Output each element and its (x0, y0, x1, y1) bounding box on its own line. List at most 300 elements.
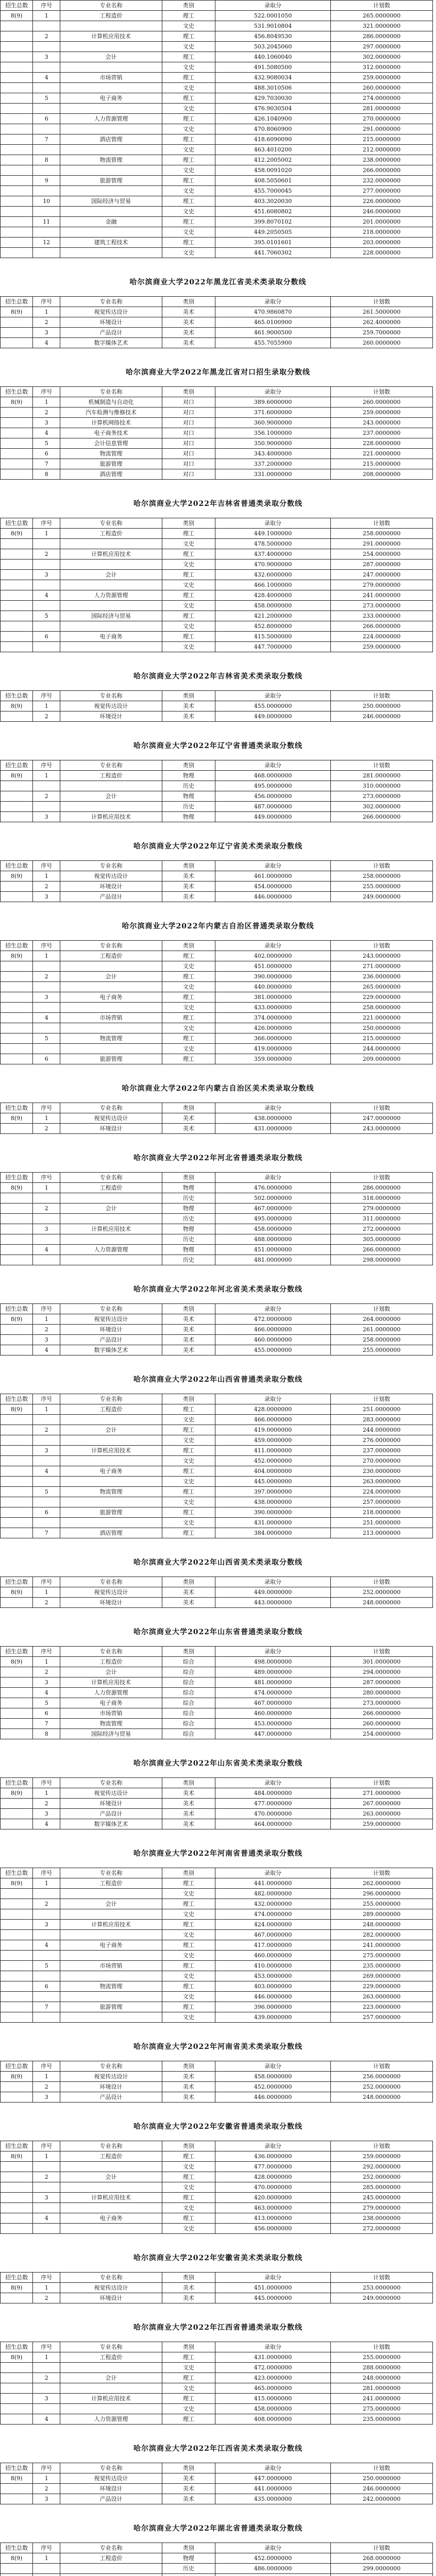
cell-name: 会计 (60, 1425, 162, 1435)
cell-cat: 理工 (162, 1425, 215, 1435)
cell-num: 461.0000000 (215, 871, 330, 882)
cell-name: 视觉传达设计 (60, 2283, 162, 2293)
table-row (1, 1435, 433, 1446)
cell-plan: 294.0000000 (331, 1667, 433, 1677)
cell-start (1, 2363, 33, 2373)
cell-start (1, 428, 33, 438)
cell-num: 447.0000000 (215, 2473, 330, 2484)
table-row (1, 1667, 433, 1677)
cell-num: 454.0000000 (215, 882, 330, 892)
cell-cat: 物理 (162, 1204, 215, 1214)
cell-name: 旅游管理 (60, 1054, 162, 1064)
cell-idx (33, 781, 60, 791)
cell-name: 物流管理 (60, 449, 162, 459)
cell-plan: 255.0000000 (331, 1899, 433, 1909)
cell-start (1, 1677, 33, 1688)
cell-start (1, 1204, 33, 1214)
cell-start (1, 642, 33, 652)
cell-idx: 8 (33, 469, 60, 480)
table-row (1, 1415, 433, 1425)
cell-cat: 历史 (162, 781, 215, 791)
cell-idx: 4 (33, 1013, 60, 1023)
score-table (0, 1172, 433, 1265)
cell-idx (33, 539, 60, 549)
cell-start (1, 1435, 33, 1446)
cell-plan: 259.0000000 (331, 73, 433, 83)
cell-plan: 213.0000000 (331, 1528, 433, 1538)
cell-num: 451.0000000 (215, 2283, 330, 2293)
cell-start: 8(9) (1, 951, 33, 961)
score-table (0, 296, 433, 348)
cell-name: 物流管理 (60, 1719, 162, 1729)
cell-idx: 2 (33, 31, 60, 42)
cell-cat: 文史 (162, 1930, 215, 1940)
cell-cat: 理工 (162, 93, 215, 104)
cell-name: 会计 (60, 972, 162, 982)
cell-num: 456.8049530 (215, 31, 330, 42)
cell-start (1, 1466, 33, 1477)
cell-idx: 3 (33, 1335, 60, 1345)
cell-start (1, 2404, 33, 2414)
cell-plan: 261.5000000 (331, 307, 433, 317)
cell-name: 工程造价 (60, 771, 162, 781)
cell-num: 449.0000000 (215, 1587, 330, 1598)
cell-num: 488.0000000 (215, 1234, 330, 1245)
cell-plan: 267.0000000 (331, 1799, 433, 1809)
header-plan: 计划数 (331, 387, 433, 397)
cell-name (60, 560, 162, 570)
cell-num: 495.0000000 (215, 781, 330, 791)
cell-name: 会计信息管理 (60, 438, 162, 449)
cell-name: 计算机应用技术 (60, 1224, 162, 1234)
table-row (1, 892, 433, 902)
table-row (1, 217, 433, 227)
table-row (1, 539, 433, 549)
cell-plan: 298.0000000 (331, 1255, 433, 1265)
cell-idx: 2 (33, 882, 60, 892)
cell-plan: 302.0000000 (331, 802, 433, 812)
cell-idx: 3 (33, 2494, 60, 2504)
cell-cat: 文史 (162, 145, 215, 155)
cell-start (1, 248, 33, 258)
header-num: 录取分 (215, 941, 330, 951)
header-cat: 类别 (162, 1577, 215, 1587)
cell-idx (33, 2182, 60, 2193)
header-name: 专业名称 (60, 1103, 162, 1113)
cell-start (1, 317, 33, 328)
cell-cat: 理工 (162, 1507, 215, 1518)
cell-cat: 理工 (162, 1054, 215, 1064)
cell-start (1, 611, 33, 621)
header-idx: 序号 (33, 1394, 60, 1404)
cell-num: 455.7000045 (215, 186, 330, 196)
score-table (0, 860, 433, 902)
cell-idx (33, 2162, 60, 2172)
cell-name (60, 1435, 162, 1446)
cell-idx: 1 (33, 529, 60, 539)
cell-plan: 257.0000000 (331, 2012, 433, 2023)
cell-start (1, 338, 33, 348)
section-title: 哈尔滨商业大学2022年安徽省美术类录取分数线 (133, 2254, 303, 2262)
cell-cat: 理工 (162, 2213, 215, 2224)
header-start: 招生总数 (1, 2141, 33, 2151)
cell-plan: 235.0000000 (331, 2414, 433, 2425)
header-num: 录取分 (215, 691, 330, 701)
cell-name: 国际经济与贸易 (60, 611, 162, 621)
cell-plan: 281.0000000 (331, 104, 433, 114)
table-row (1, 771, 433, 781)
cell-num: 503.2045060 (215, 42, 330, 52)
cell-start (1, 2082, 33, 2092)
table-row (1, 2082, 433, 2092)
cell-cat: 理工 (162, 31, 215, 42)
cell-name: 市场营销 (60, 1708, 162, 1719)
cell-idx (33, 83, 60, 93)
cell-num: 389.6000000 (215, 397, 330, 408)
cell-cat: 文史 (162, 2224, 215, 2234)
cell-num: 415.0000000 (215, 2394, 330, 2404)
cell-start (1, 52, 33, 62)
table-row (1, 207, 433, 217)
cell-cat: 对口 (162, 428, 215, 438)
cell-plan: 243.0000000 (331, 1124, 433, 1134)
cell-cat: 文史 (162, 1497, 215, 1507)
cell-num: 502.0000000 (215, 1193, 330, 1204)
cell-start (1, 1688, 33, 1698)
cell-start (1, 1446, 33, 1456)
section-title: 哈尔滨商业大学2022年山东省普通类录取分数线 (133, 1628, 303, 1636)
cell-num: 445.0000000 (215, 2293, 330, 2303)
cell-name (60, 1497, 162, 1507)
table-row (1, 428, 433, 438)
header-plan: 计划数 (331, 861, 433, 871)
cell-idx: 3 (33, 992, 60, 1003)
table-row (1, 791, 433, 802)
header-plan: 计划数 (331, 1778, 433, 1788)
cell-num: 466.0000000 (215, 1325, 330, 1335)
score-section (0, 2103, 436, 2234)
cell-name (60, 961, 162, 972)
cell-idx: 3 (33, 892, 60, 902)
cell-start (1, 1415, 33, 1425)
cell-num: 460.0000000 (215, 1951, 330, 1961)
cell-plan: 226.0000000 (331, 196, 433, 207)
cell-cat: 理工 (162, 972, 215, 982)
table-header-row (1, 760, 433, 771)
cell-name (60, 580, 162, 590)
cell-plan: 228.0000000 (331, 248, 433, 258)
cell-plan: 248.0000000 (331, 1920, 433, 1930)
cell-plan: 279.0000000 (331, 1204, 433, 1214)
header-name: 专业名称 (60, 387, 162, 397)
cell-start (1, 93, 33, 104)
table-row (1, 1224, 433, 1234)
cell-start (1, 2162, 33, 2172)
cell-cat: 对口 (162, 408, 215, 418)
header-start: 招生总数 (1, 1577, 33, 1587)
cell-name (60, 802, 162, 812)
header-name: 专业名称 (60, 2463, 162, 2473)
cell-start (1, 549, 33, 560)
header-name: 专业名称 (60, 2273, 162, 2283)
cell-name (60, 1992, 162, 2002)
cell-num: 428.0000000 (215, 2172, 330, 2182)
cell-name: 环境设计 (60, 2082, 162, 2092)
header-cat: 类别 (162, 760, 215, 771)
cell-idx: 8 (33, 155, 60, 165)
header-plan: 计划数 (331, 1, 433, 11)
cell-idx (33, 165, 60, 176)
score-section (0, 348, 436, 480)
header-idx: 序号 (33, 518, 60, 529)
score-table (0, 2272, 433, 2303)
cell-idx: 6 (33, 1054, 60, 1064)
cell-cat: 美术 (162, 1587, 215, 1598)
cell-plan: 273.0000000 (331, 601, 433, 611)
cell-num: 459.0000000 (215, 1435, 330, 1446)
section-title: 哈尔滨商业大学2022年河北省美术类录取分数线 (133, 1285, 303, 1294)
cell-idx: 2 (33, 711, 60, 722)
cell-name: 会计 (60, 1899, 162, 1909)
cell-plan: 241.0000000 (331, 2394, 433, 2404)
cell-cat: 综合 (162, 1667, 215, 1677)
cell-start (1, 238, 33, 248)
cell-cat: 美术 (162, 1788, 215, 1799)
header-name: 专业名称 (60, 1173, 162, 1183)
cell-num: 440.1060040 (215, 52, 330, 62)
cell-start: 8(9) (1, 1183, 33, 1193)
cell-name: 计算机应用技术 (60, 2394, 162, 2404)
header-plan: 计划数 (331, 1394, 433, 1404)
cell-num: 451.6080802 (215, 207, 330, 217)
table-row (1, 632, 433, 642)
cell-plan: 232.0000000 (331, 176, 433, 186)
section-title: 哈尔滨商业大学2022年江西省普通类录取分数线 (133, 2324, 303, 2332)
cell-num: 441.0000000 (215, 1878, 330, 1889)
table-header-row (1, 1103, 433, 1113)
cell-plan: 250.0000000 (331, 1023, 433, 1033)
table-row (1, 2494, 433, 2504)
cell-name: 视觉传达设计 (60, 1314, 162, 1325)
cell-cat: 美术 (162, 317, 215, 328)
cell-start (1, 2092, 33, 2103)
cell-name: 工程造价 (60, 1878, 162, 1889)
cell-idx: 3 (33, 328, 60, 338)
table-row (1, 1799, 433, 1809)
header-start: 招生总数 (1, 1868, 33, 1878)
cell-plan: 277.0000000 (331, 186, 433, 196)
cell-name: 电子商务技术 (60, 428, 162, 438)
cell-start (1, 711, 33, 722)
table-header-row (1, 2273, 433, 2283)
cell-num: 438.0000000 (215, 1497, 330, 1507)
cell-start (1, 1044, 33, 1054)
header-start: 招生总数 (1, 2061, 33, 2072)
cell-idx (33, 248, 60, 258)
table-row (1, 1788, 433, 1799)
cell-cat: 文史 (162, 1971, 215, 1981)
cell-start (1, 972, 33, 982)
cell-cat: 理工 (162, 1404, 215, 1415)
header-start: 招生总数 (1, 1173, 33, 1183)
header-idx: 序号 (33, 297, 60, 307)
cell-cat: 美术 (162, 701, 215, 711)
header-start: 招生总数 (1, 941, 33, 951)
cell-plan: 279.0000000 (331, 580, 433, 590)
cell-name (60, 2012, 162, 2023)
cell-name: 视觉传达设计 (60, 2473, 162, 2484)
cell-num: 420.0000000 (215, 2193, 330, 2203)
cell-name: 工程造价 (60, 1657, 162, 1667)
cell-idx (33, 961, 60, 972)
cell-name (60, 2564, 162, 2574)
cell-cat: 物理 (162, 1245, 215, 1255)
table-row (1, 1729, 433, 1739)
table-row (1, 1003, 433, 1013)
cell-start (1, 1899, 33, 1909)
cell-idx: 6 (33, 449, 60, 459)
table-row (1, 73, 433, 83)
score-table (0, 386, 433, 480)
table-row (1, 1889, 433, 1899)
cell-idx (33, 1518, 60, 1528)
cell-plan: 296.0000000 (331, 1889, 433, 1899)
cell-idx: 3 (33, 2394, 60, 2404)
cell-name: 环境设计 (60, 1799, 162, 1809)
cell-start (1, 992, 33, 1003)
table-header-row (1, 1778, 433, 1788)
table-row (1, 580, 433, 590)
cell-name (60, 2162, 162, 2172)
cell-idx: 6 (33, 1708, 60, 1719)
cell-cat: 文史 (162, 2012, 215, 2023)
cell-num: 472.0000000 (215, 2363, 330, 2373)
header-start: 招生总数 (1, 1778, 33, 1788)
cell-idx (33, 1044, 60, 1054)
header-cat: 类别 (162, 2061, 215, 2072)
cell-start: 8(9) (1, 1113, 33, 1124)
cell-idx: 1 (33, 397, 60, 408)
cell-plan: 229.0000000 (331, 992, 433, 1003)
score-table (0, 760, 433, 822)
table-row (1, 1404, 433, 1415)
score-section (0, 722, 436, 822)
cell-idx: 5 (33, 1961, 60, 1971)
cell-plan: 286.0000000 (331, 1183, 433, 1193)
cell-plan: 275.0000000 (331, 1951, 433, 1961)
cell-start (1, 2224, 33, 2234)
cell-num: 421.2000000 (215, 611, 330, 621)
table-row (1, 1719, 433, 1729)
cell-plan: 260.0000000 (331, 397, 433, 408)
cell-num: 452.0000000 (215, 2553, 330, 2564)
table-header-row (1, 691, 433, 701)
cell-num: 452.0000000 (215, 2082, 330, 2092)
cell-start (1, 155, 33, 165)
cell-name: 数字媒体艺术 (60, 1819, 162, 1829)
section-title: 哈尔滨商业大学2022年山西省普通类录取分数线 (133, 1376, 303, 1384)
cell-name: 环境设计 (60, 882, 162, 892)
header-plan: 计划数 (331, 1647, 433, 1657)
section-title: 哈尔滨商业大学2022年山东省美术类录取分数线 (133, 1759, 303, 1768)
header-start: 招生总数 (1, 2463, 33, 2473)
header-idx: 序号 (33, 1, 60, 11)
cell-num: 359.0000000 (215, 1054, 330, 1064)
cell-name: 工程造价 (60, 2151, 162, 2162)
header-num: 录取分 (215, 2543, 330, 2553)
cell-plan: 263.0000000 (331, 1992, 433, 2002)
cell-start (1, 1507, 33, 1518)
cell-idx: 3 (33, 52, 60, 62)
cell-plan: 261.0000000 (331, 1325, 433, 1335)
table-row (1, 338, 433, 348)
cell-idx (33, 621, 60, 632)
cell-start (1, 1193, 33, 1204)
cell-cat: 物理 (162, 771, 215, 781)
cell-plan: 270.0000000 (331, 1456, 433, 1466)
cell-num: 395.0101601 (215, 238, 330, 248)
table-row (1, 1113, 433, 1124)
cell-name: 工程造价 (60, 951, 162, 961)
cell-num: 429.7030030 (215, 93, 330, 104)
cell-plan: 209.0000000 (331, 1054, 433, 1064)
cell-cat: 历史 (162, 1234, 215, 1245)
cell-idx: 4 (33, 1345, 60, 1355)
table-header-row (1, 861, 433, 871)
table-row (1, 165, 433, 176)
cell-num: 449.1000000 (215, 529, 330, 539)
cell-start (1, 1719, 33, 1729)
cell-start (1, 580, 33, 590)
cell-plan: 249.0000000 (331, 2293, 433, 2303)
cell-num: 438.0000000 (215, 1113, 330, 1124)
cell-num: 466.0000000 (215, 1415, 330, 1425)
cell-start: 8(9) (1, 2072, 33, 2082)
cell-start (1, 2394, 33, 2404)
table-header-row (1, 1173, 433, 1183)
cell-idx: 2 (33, 1204, 60, 1214)
cell-plan: 258.0000000 (331, 1003, 433, 1013)
cell-num: 417.0000000 (215, 1940, 330, 1951)
cell-name: 数字媒体艺术 (60, 338, 162, 348)
cell-name (60, 621, 162, 632)
table-row (1, 2092, 433, 2103)
cell-start (1, 2293, 33, 2303)
score-section (0, 480, 436, 652)
table-row (1, 2484, 433, 2494)
header-idx: 序号 (33, 1103, 60, 1113)
cell-name: 视觉传达设计 (60, 1788, 162, 1799)
cell-start (1, 1335, 33, 1345)
cell-plan: 266.0000000 (331, 165, 433, 176)
table-row (1, 882, 433, 892)
cell-cat: 理工 (162, 1487, 215, 1497)
cell-start (1, 449, 33, 459)
cell-plan: 269.0000000 (331, 1971, 433, 1981)
cell-cat: 美术 (162, 1314, 215, 1325)
cell-name (60, 2363, 162, 2373)
cell-name (60, 165, 162, 176)
table-row (1, 1657, 433, 1667)
cell-idx: 2 (33, 1598, 60, 1608)
cell-plan: 272.0000000 (331, 1224, 433, 1234)
header-start: 招生总数 (1, 760, 33, 771)
cell-plan: 268.0000000 (331, 2553, 433, 2564)
table-row (1, 1528, 433, 1538)
cell-cat: 理工 (162, 11, 215, 21)
cell-cat: 美术 (162, 1598, 215, 1608)
cell-idx: 9 (33, 176, 60, 186)
